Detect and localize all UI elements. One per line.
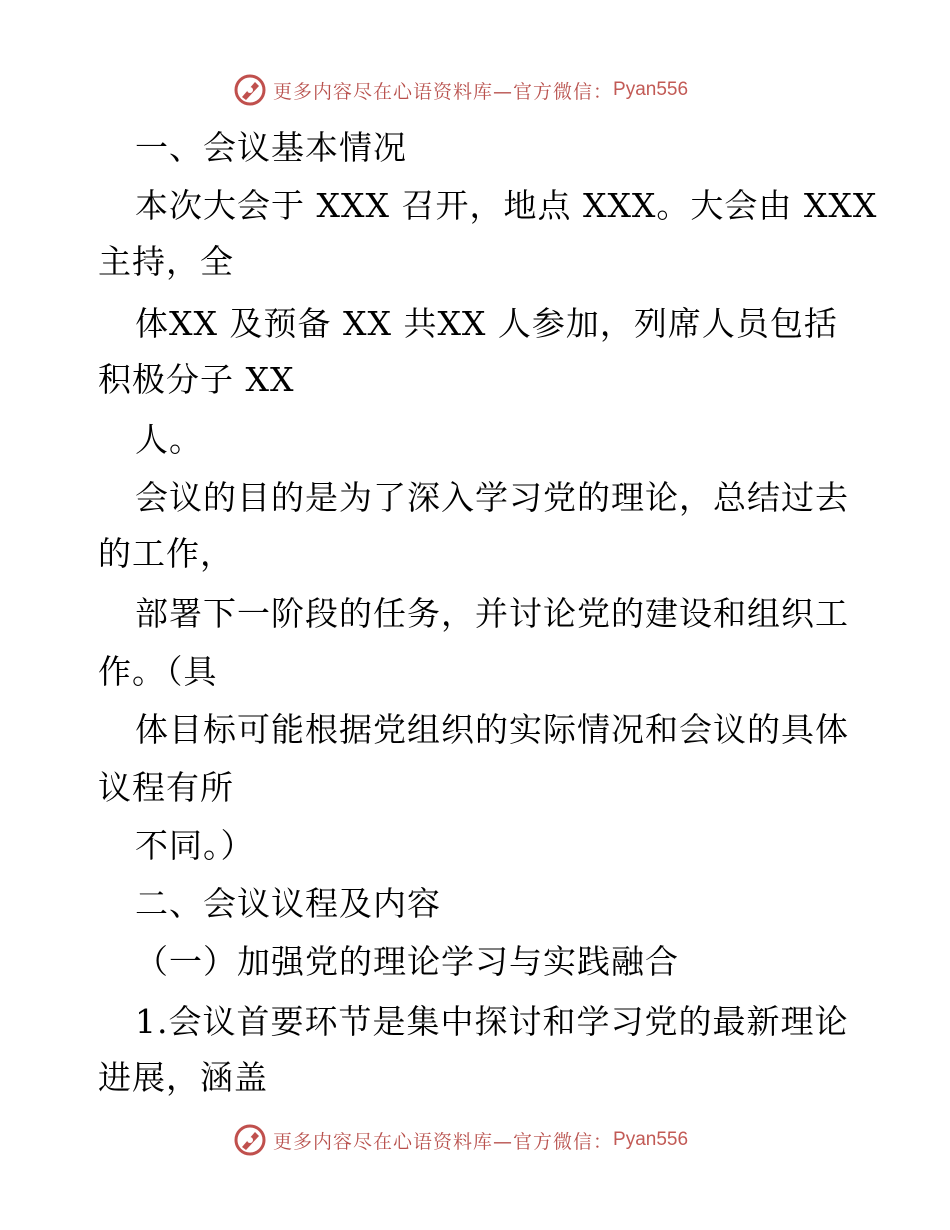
section-heading-2: 二、会议议程及内容 bbox=[135, 884, 441, 923]
footer-wechat-id: Pyan556 bbox=[613, 1129, 689, 1150]
paragraph-line: 作。（具 bbox=[98, 652, 218, 691]
pen-logo-icon bbox=[233, 73, 267, 107]
paragraph-line: 会议的目的是为了深入学习党的理论，总结过去 bbox=[135, 478, 849, 517]
paragraph-line: 体XX 及预备 XX 共XX 人参加，列席人员包括 bbox=[135, 304, 838, 343]
subsection-heading: （一）加强党的理论学习与实践融合 bbox=[135, 942, 679, 981]
paragraph-line: 部署下一阶段的任务，并讨论党的建设和组织工 bbox=[135, 594, 849, 633]
header-banner bbox=[0, 70, 950, 110]
paragraph-line: 议程有所 bbox=[98, 768, 234, 807]
paragraph-line: 1.会议首要环节是集中探讨和学习党的最新理论 bbox=[135, 1002, 849, 1041]
pen-logo-icon bbox=[233, 1123, 267, 1157]
paragraph-line: 体目标可能根据党组织的实际情况和会议的具体 bbox=[135, 710, 849, 749]
paragraph-line: 本次大会于 XXX 召开，地点 XXX。大会由 XXX bbox=[135, 186, 878, 225]
paragraph-line: 不同。） bbox=[135, 826, 255, 865]
section-heading-1: 一、会议基本情况 bbox=[135, 128, 407, 167]
paragraph-line: 积极分子 XX bbox=[98, 360, 295, 399]
footer-banner-text: 更多内容尽在心语资料库—官方微信： bbox=[273, 1130, 614, 1153]
paragraph-line: 主持，全 bbox=[98, 242, 234, 281]
header-banner-text: 更多内容尽在心语资料库—官方微信： bbox=[273, 80, 614, 103]
paragraph-line: 的工作， bbox=[98, 534, 234, 573]
header-wechat-id: Pyan556 bbox=[613, 79, 689, 100]
footer-banner bbox=[0, 1120, 950, 1160]
paragraph-line: 人。 bbox=[135, 420, 203, 459]
paragraph-line: 进展，涵盖 bbox=[98, 1058, 268, 1097]
